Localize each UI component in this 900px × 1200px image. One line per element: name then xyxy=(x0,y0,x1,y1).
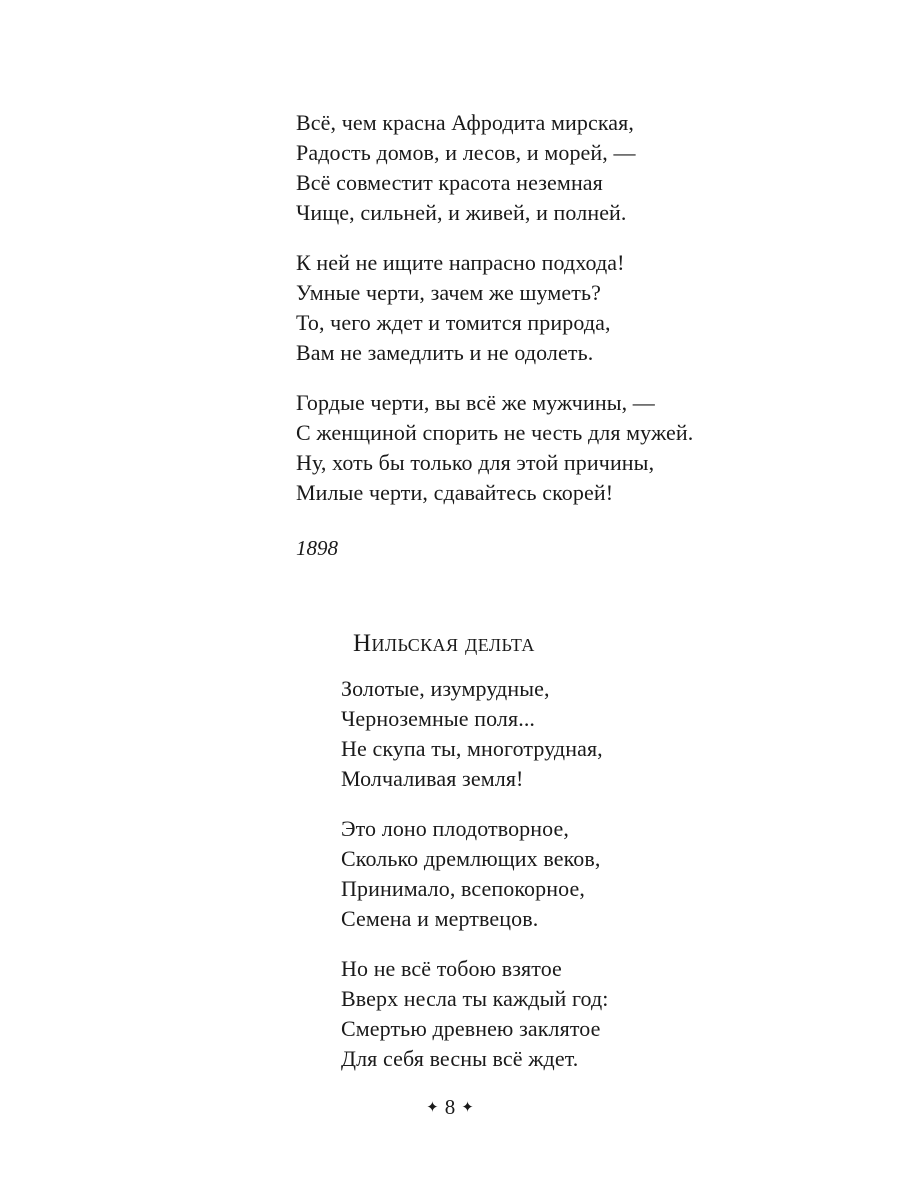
stanza xyxy=(296,248,693,368)
verse-line: Но не всё тобою взятое xyxy=(341,956,562,981)
verse-line: Всё, чем красна Афродита мирская, xyxy=(296,110,634,135)
poem-2 xyxy=(341,674,609,1094)
poem-date: 1898 xyxy=(296,536,338,560)
verse-line: Ну, хоть бы только для этой причины, xyxy=(296,450,655,475)
verse-line: Семена и мертвецов. xyxy=(341,906,539,931)
verse-line: Вверх несла ты каждый год: xyxy=(341,986,609,1011)
page-footer xyxy=(0,1092,900,1123)
stanza xyxy=(296,108,693,228)
stanza xyxy=(341,814,609,934)
verse-line: Черноземные поля... xyxy=(341,706,536,731)
verse-line: Всё совместит красота неземная xyxy=(296,170,603,195)
stanza xyxy=(296,388,693,508)
verse-line: Не скупа ты, многотрудная, xyxy=(341,736,603,761)
verse-line: Золотые, изумрудные, xyxy=(341,676,550,701)
verse-line: К ней не ищите напрасно подхода! xyxy=(296,250,625,275)
stanza xyxy=(341,954,609,1074)
poem-1 xyxy=(296,108,693,528)
verse-line: Милые черти, сдавайтесь скорей! xyxy=(296,480,614,505)
page-number: 8 xyxy=(444,1095,456,1119)
verse-line: Принимало, всепокорное, xyxy=(341,876,585,901)
verse-line: Радость домов, и лесов, и морей, — xyxy=(296,140,636,165)
star-ornament-icon: ✦ xyxy=(461,1100,474,1116)
verse-line: Вам не замедлить и не одолеть. xyxy=(296,340,594,365)
verse-line: Для себя весны всё ждет. xyxy=(341,1046,579,1071)
verse-line: Умные черти, зачем же шуметь? xyxy=(296,280,601,305)
star-ornament-icon: ✦ xyxy=(426,1100,439,1116)
verse-line: Это лоно плодотворное, xyxy=(341,816,569,841)
poem-title: Нильская дельта xyxy=(353,630,535,657)
verse-line: То, чего ждет и томится природа, xyxy=(296,310,611,335)
verse-line: Гордые черти, вы всё же мужчины, — xyxy=(296,390,655,415)
verse-line: Молчаливая земля! xyxy=(341,766,524,791)
verse-line: Сколько дремлющих веков, xyxy=(341,846,601,871)
stanza xyxy=(341,674,609,794)
verse-line: Смертью древнею заклятое xyxy=(341,1016,601,1041)
verse-line: С женщиной спорить не честь для мужей. xyxy=(296,420,694,445)
verse-line: Чище, сильней, и живей, и полней. xyxy=(296,200,627,225)
